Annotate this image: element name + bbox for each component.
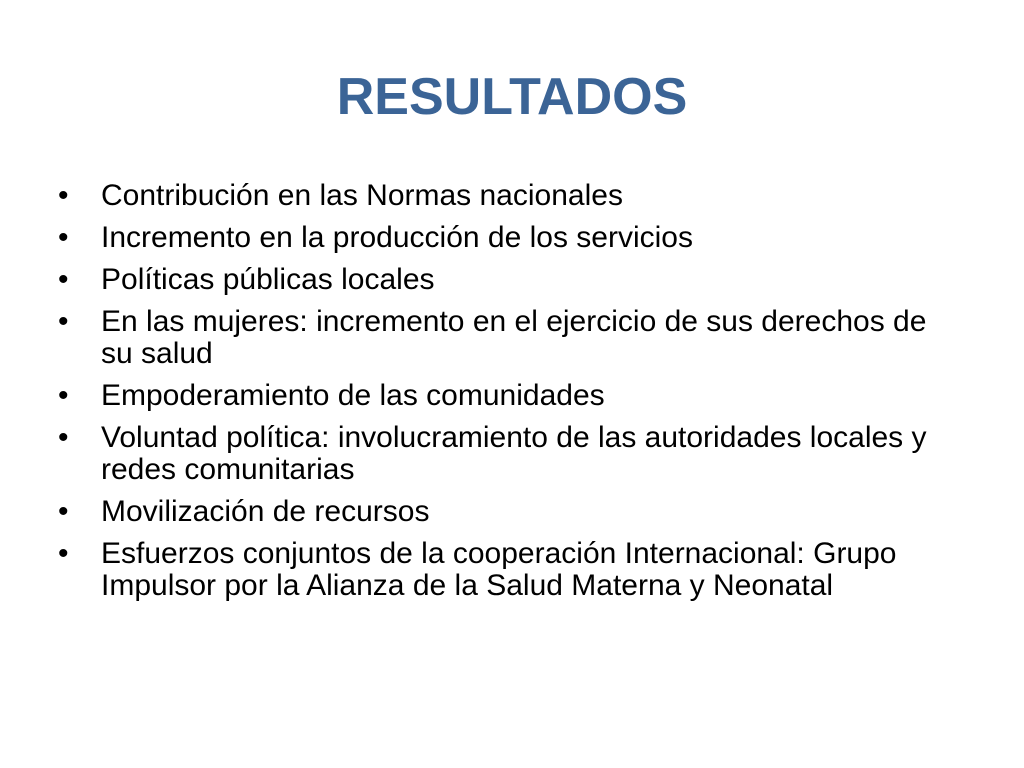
bullet-icon: • xyxy=(58,421,69,454)
list-item xyxy=(58,380,948,412)
bullet-icon: • xyxy=(58,305,69,338)
list-item-text: Voluntad política: involucramiento de las autoridades locales y redes comunitarias xyxy=(101,421,927,486)
list-item xyxy=(58,422,948,486)
list-item-text: Políticas públicas locales xyxy=(101,263,435,296)
list-item-text: Movilización de recursos xyxy=(101,495,430,528)
slide-title: RESULTADOS xyxy=(336,68,688,126)
bullet-icon: • xyxy=(58,495,69,528)
list-item xyxy=(58,538,948,602)
bullet-list xyxy=(58,180,948,612)
bullet-icon: • xyxy=(58,537,69,570)
list-item-text: Esfuerzos conjuntos de la cooperación Internacional: Grupo Impulsor por la Alianza de la Salud Materna y Neonatal xyxy=(101,537,897,602)
list-item xyxy=(58,180,948,212)
list-item-text: Incremento en la producción de los servicios xyxy=(101,221,693,254)
list-item-text: Empoderamiento de las comunidades xyxy=(101,379,605,412)
bullet-icon: • xyxy=(58,263,69,296)
bullet-icon: • xyxy=(58,179,69,212)
list-item xyxy=(58,306,948,370)
bullet-icon: • xyxy=(58,221,69,254)
list-item xyxy=(58,496,948,528)
list-item xyxy=(58,264,948,296)
list-item xyxy=(58,222,948,254)
list-item-text: Contribución en las Normas nacionales xyxy=(101,179,623,212)
list-item-text: En las mujeres: incremento en el ejercicio de sus derechos de su salud xyxy=(101,305,927,370)
bullet-icon: • xyxy=(58,379,69,412)
